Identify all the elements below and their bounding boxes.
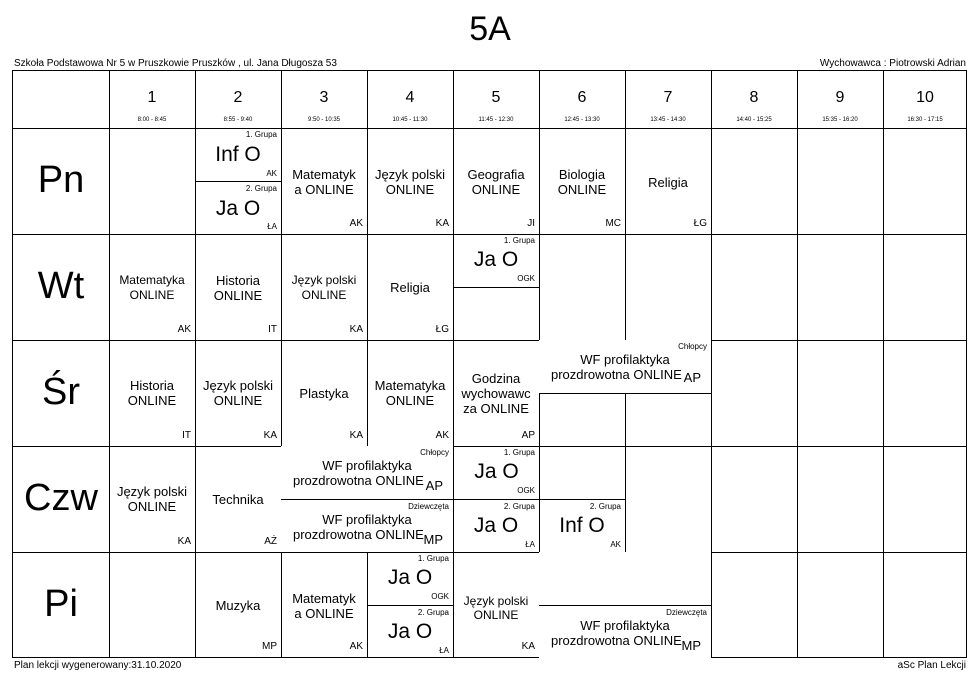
subject-name: Matematyka — [374, 378, 446, 393]
subject-name: Inf O — [215, 143, 261, 166]
lesson-cell — [367, 605, 453, 658]
teacher-code: MP — [681, 638, 701, 653]
period-time: 13:45 - 14:30 — [650, 117, 686, 123]
subject-name: Język polski — [463, 594, 529, 608]
period-time: 16:30 - 17:15 — [907, 117, 943, 123]
teacher-code: AK — [177, 324, 191, 335]
lesson-cell — [453, 128, 539, 234]
subject-name: Ja O — [474, 460, 519, 483]
lesson-cell — [453, 446, 539, 499]
subject-name: Technika — [212, 492, 264, 507]
group-label: 2. Grupa — [417, 608, 449, 617]
lesson-cell — [281, 499, 453, 552]
teacher-code: ŁA — [525, 540, 535, 549]
lesson-cell — [109, 446, 195, 552]
period-number: 1 — [147, 89, 157, 106]
lesson-cell — [453, 234, 539, 287]
teacher-code: ŁA — [267, 222, 277, 231]
group-label: 1. Grupa — [503, 448, 535, 457]
period-number: 2 — [233, 89, 243, 106]
page-title: 5A — [469, 10, 511, 48]
subject-name: Język polski — [291, 273, 357, 287]
teacher-code: ŁG — [693, 218, 707, 229]
teacher-code: MP — [262, 641, 277, 652]
subject-name: Język polski — [202, 378, 274, 393]
lesson-cell — [453, 499, 539, 552]
teacher-code: KA — [263, 430, 277, 441]
subject-name: ONLINE — [213, 393, 263, 408]
subject-name: Muzyka — [215, 598, 261, 613]
period-time: 15:35 - 16:20 — [822, 117, 858, 123]
subject-name: Historia — [129, 378, 175, 393]
period-number: 10 — [916, 89, 934, 106]
teacher-code: IT — [268, 324, 277, 335]
lesson-cell — [109, 234, 195, 340]
group-label: Dziewczęta — [408, 502, 449, 511]
day-label: Pn — [37, 159, 85, 201]
subject-name: ONLINE — [385, 182, 435, 197]
teacher-code: AK — [349, 218, 363, 229]
subject-name: WF profilaktyka — [322, 512, 412, 527]
lesson-cell — [539, 499, 625, 552]
teacher-code: AP — [425, 478, 443, 493]
period-number: 9 — [835, 89, 845, 106]
teacher-code: MP — [423, 532, 443, 547]
subject-name: ONLINE — [127, 499, 177, 514]
lesson-cell — [281, 128, 367, 234]
subject-name: Matematyka — [119, 273, 185, 287]
group-label: 2. Grupa — [589, 502, 621, 511]
period-time: 10:45 - 11:30 — [392, 117, 428, 123]
subject-name: ONLINE — [473, 608, 519, 622]
homeroom-teacher: Wychowawca : Piotrowski Adrian — [819, 58, 966, 69]
subject-name: WF profilaktyka — [580, 618, 670, 633]
subject-name: Historia — [215, 273, 261, 288]
period-time: 11:45 - 12:30 — [478, 117, 514, 123]
teacher-code: AŻ — [264, 536, 277, 547]
grid-line — [883, 71, 884, 657]
group-label: 1. Grupa — [417, 554, 449, 563]
subject-name: ONLINE — [127, 393, 177, 408]
lesson-cell — [539, 605, 711, 658]
lesson-cell — [539, 340, 711, 393]
teacher-code: KA — [177, 536, 191, 547]
day-label: Czw — [24, 477, 98, 519]
lesson-cell — [195, 446, 281, 552]
subject-name: WF profilaktyka — [322, 458, 412, 473]
teacher-code: KA — [349, 430, 363, 441]
empty-half-cell — [539, 552, 711, 605]
period-number: 5 — [491, 89, 501, 106]
period-time: 12:45 - 13:30 — [564, 117, 600, 123]
lesson-cell — [367, 128, 453, 234]
subject-name: a ONLINE — [294, 182, 354, 197]
lesson-cell — [281, 234, 367, 340]
subject-name: Ja O — [387, 620, 433, 643]
group-label: 1. Grupa — [245, 130, 277, 139]
lesson-cell — [453, 552, 539, 658]
period-time: 9:50 - 10:35 — [307, 117, 341, 123]
group-label: 2. Grupa — [503, 502, 535, 511]
lesson-cell — [195, 552, 281, 658]
subject-name: ONLINE — [471, 182, 521, 197]
grid-line — [711, 71, 712, 657]
period-number: 3 — [319, 89, 329, 106]
teacher-code: KA — [435, 218, 449, 229]
lesson-cell — [109, 340, 195, 446]
period-time: 8:55 - 9:40 — [223, 117, 253, 123]
teacher-code: KA — [521, 641, 535, 652]
teacher-code: AK — [610, 540, 621, 549]
lesson-cell — [195, 128, 281, 181]
teacher-code: IT — [182, 430, 191, 441]
lesson-cell — [195, 340, 281, 446]
teacher-code: MC — [605, 218, 621, 229]
subject-name: prozdrowotna ONLINE — [551, 367, 682, 382]
empty-cell — [625, 234, 711, 340]
day-label: Wt — [37, 265, 85, 307]
teacher-code: AK — [266, 169, 277, 178]
software-credit: aSc Plan Lekcji — [897, 660, 966, 671]
lesson-cell — [539, 128, 625, 234]
teacher-code: OGK — [517, 486, 535, 495]
day-label: Śr — [42, 371, 80, 413]
period-time: 14:40 - 15:25 — [736, 117, 772, 123]
grid-line — [797, 71, 798, 657]
subject-name: Ja O — [215, 197, 261, 220]
lesson-cell — [367, 552, 453, 605]
lesson-cell — [195, 181, 281, 234]
group-label: Dziewczęta — [666, 608, 707, 617]
subject-name: Geografia — [467, 167, 525, 182]
subject-name: Plastyka — [299, 386, 349, 401]
subject-name: ONLINE — [301, 288, 347, 302]
subject-name: Godzina — [471, 371, 521, 386]
subject-name: Inf O — [559, 514, 605, 537]
subject-name: Język polski — [374, 167, 446, 182]
group-label: Chłopcy — [678, 342, 707, 351]
lesson-cell — [367, 234, 453, 340]
subject-name: Religia — [648, 175, 688, 190]
period-number: 4 — [405, 89, 415, 106]
subject-name: ONLINE — [213, 288, 263, 303]
teacher-code: JI — [527, 218, 535, 229]
subject-name: Biologia — [558, 167, 606, 182]
lesson-cell — [625, 128, 711, 234]
subject-name: Ja O — [473, 514, 519, 537]
subject-name: Matematyk — [292, 167, 356, 182]
subject-name: ONLINE — [557, 182, 607, 197]
teacher-code: ŁG — [435, 324, 449, 335]
period-number: 6 — [577, 89, 587, 106]
teacher-code: OGK — [431, 592, 449, 601]
subject-name: prozdrowotna ONLINE — [551, 633, 682, 648]
teacher-code: AP — [683, 370, 701, 385]
subject-name: Ja O — [387, 566, 433, 589]
day-label: Pi — [44, 583, 78, 625]
period-number: 7 — [663, 89, 673, 106]
timetable-grid — [12, 70, 967, 658]
group-label: 1. Grupa — [503, 236, 535, 245]
empty-half-cell — [539, 393, 711, 446]
school-name: Szkoła Podstawowa Nr 5 w Pruszkowie Pruszków , ul. Jana Długosza 53 — [14, 58, 337, 69]
group-label: 2. Grupa — [245, 184, 277, 193]
group-label: Chłopcy — [420, 448, 449, 457]
teacher-code: KA — [349, 324, 363, 335]
lesson-cell — [281, 340, 367, 446]
subject-name: a ONLINE — [294, 606, 354, 621]
teacher-code: AP — [521, 430, 535, 441]
lesson-cell — [367, 340, 453, 446]
subject-name: za ONLINE — [463, 401, 529, 416]
teacher-code: ŁA — [439, 646, 449, 655]
lesson-cell — [453, 340, 539, 446]
subject-name: wychowawc — [461, 386, 531, 401]
subject-name: prozdrowotna ONLINE — [293, 473, 424, 488]
subject-name: Język polski — [116, 484, 188, 499]
lesson-cell — [281, 446, 453, 499]
subject-name: Matematyk — [292, 591, 356, 606]
teacher-code: AK — [435, 430, 449, 441]
lesson-cell — [281, 552, 367, 658]
empty-half-cell — [453, 287, 539, 340]
subject-name: ONLINE — [129, 288, 175, 302]
lesson-cell — [195, 234, 281, 340]
subject-name: WF profilaktyka — [580, 352, 670, 367]
subject-name: Religia — [390, 280, 430, 295]
teacher-code: AK — [349, 641, 363, 652]
period-number: 8 — [749, 89, 759, 106]
period-time: 8:00 - 8:45 — [137, 117, 167, 123]
teacher-code: OGK — [517, 274, 535, 283]
generated-date: Plan lekcji wygenerowany:31.10.2020 — [14, 660, 182, 671]
subject-name: ONLINE — [385, 393, 435, 408]
subject-name: prozdrowotna ONLINE — [293, 527, 424, 542]
subject-name: Ja O — [473, 248, 519, 271]
